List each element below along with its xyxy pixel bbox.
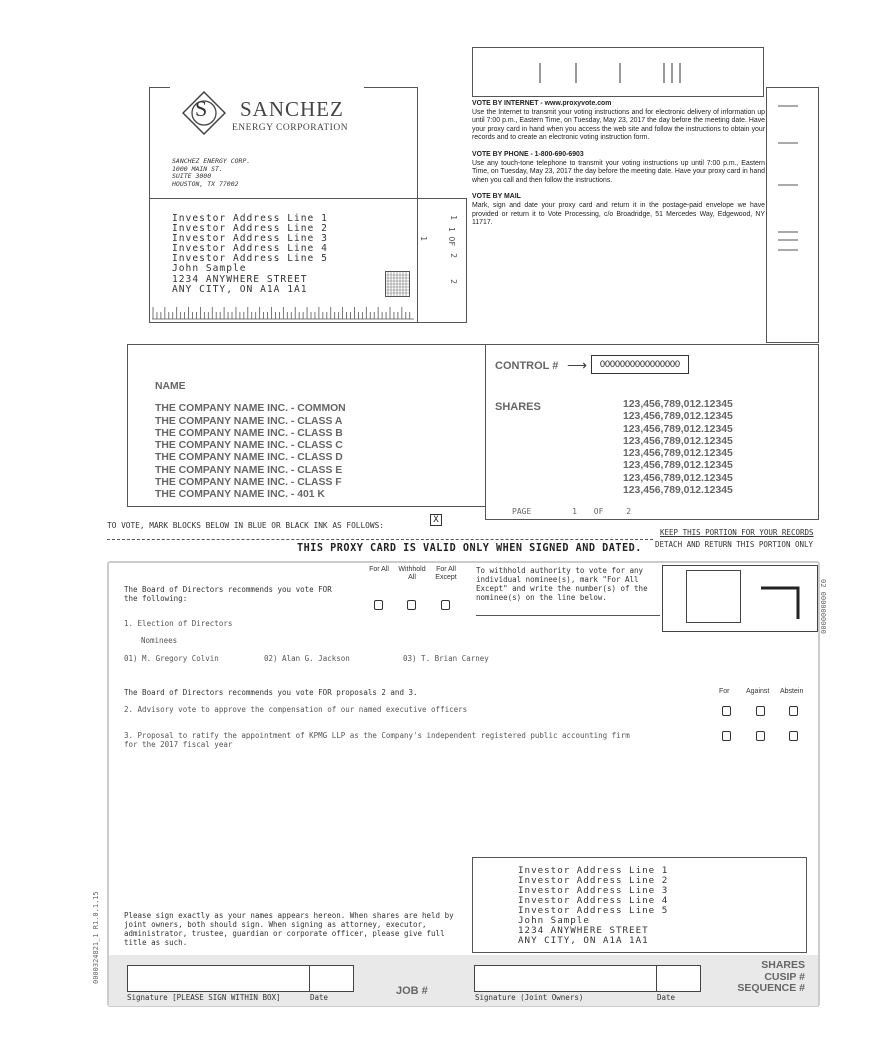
signature-box[interactable]: [127, 965, 310, 992]
share-value: 123,456,789,012.12345: [623, 399, 733, 410]
item3-abstain-checkbox[interactable]: [789, 731, 798, 741]
share-value: 123,456,789,012.12345: [623, 423, 733, 435]
name-header: NAME: [155, 381, 186, 392]
postal-barcode: [152, 306, 414, 320]
shares-ref-label: SHARES: [761, 959, 805, 971]
sequence-label: SEQUENCE #: [737, 982, 805, 994]
share-value: 123,456,789,012.12345: [623, 448, 733, 460]
address-line: 1000 MAIN ST.: [172, 164, 223, 173]
col-abstain: Abstein: [780, 688, 804, 695]
investor-line: Investor Address Line 3: [172, 233, 328, 245]
scan-box-inner: [686, 570, 741, 623]
investor-address: [172, 214, 328, 295]
corner-mark-icon: [760, 585, 802, 621]
share-value: 123,456,789,012.12345: [623, 435, 733, 447]
investor-line: Investor Address Line 2: [172, 223, 328, 235]
internet-title: VOTE BY INTERNET - www.proxyvote.com: [472, 100, 612, 107]
phone-title: VOTE BY PHONE - 1-800-690-6903: [472, 150, 584, 158]
sign-note: Please sign exactly as your names appears hereon. When shares are held by joint owners, both should sign. When signing as attorney, executor, administrator, trustee, guardian or corporate officer, please give full title as such.: [124, 911, 454, 947]
nominee: 03) T. Brian Carney: [403, 654, 489, 663]
shares-ref: [720, 960, 805, 995]
sheet-mark: 2: [448, 253, 458, 258]
sheet-mark: 2: [448, 279, 458, 284]
company-mail-address: [172, 158, 250, 188]
company-logo: [170, 87, 364, 156]
share-value: 123,456,789,012.12345: [623, 485, 733, 497]
page-indicator: [512, 507, 631, 516]
nominees-label: Nominees: [141, 636, 178, 645]
valid-notice: THIS PROXY CARD IS VALID ONLY WHEN SIGNED AND DATED.: [297, 543, 642, 554]
side-code: 02 0000000000: [819, 579, 827, 634]
company-name: SANCHEZ: [240, 97, 344, 121]
investor-line: John Sample: [172, 263, 247, 275]
share-value: 123,456,789,012.12345: [623, 460, 733, 472]
page-label: PAGE: [512, 507, 532, 516]
phone-body: Use any touch-tone telephone to transmit your voting instructions up until 7:00 p.m., Eastern Time, on Tuesday, May 23, 2017 the day before the meeting date. Have your proxy card in hand when you call and then follow the instructions.: [472, 159, 765, 184]
detach-line: [107, 539, 653, 540]
col-withhold-all: Withhold All: [398, 566, 426, 581]
investor-line: Investor Address Line 5: [518, 905, 669, 916]
item2-for-checkbox[interactable]: [722, 706, 731, 716]
sheet-mark: 1 OF: [447, 226, 457, 247]
control-arrow-icon: ⟶: [567, 357, 588, 373]
investor-line: Investor Address Line 4: [518, 895, 669, 906]
investor-line: 1234 ANYWHERE STREET: [172, 273, 308, 285]
mail-body: Mark, sign and date your proxy card and return it in the postage-paid envelope we have provided or return it to Vote Processing, c/o Broadridge, 51 Mercedes Way, Edgewood, NY 11717.: [472, 201, 765, 227]
for-all-checkbox[interactable]: [374, 600, 383, 610]
item-1: 1. Election of Directors: [124, 619, 233, 628]
page-of: OF: [593, 507, 604, 516]
control-number: 0000000000000000: [591, 355, 689, 374]
sheet-marks: [418, 213, 466, 293]
page-num: 1: [572, 507, 577, 516]
withhold-instructions: To withhold authority to vote for any individual nominee(s), mark "For All Except" and write the number(s) of the nominee(s) on the line below.: [476, 566, 648, 602]
shares-label: SHARES: [495, 401, 541, 413]
mail-title: VOTE BY MAIL: [472, 193, 521, 201]
date-label: Date: [310, 993, 329, 1002]
detach-portion: DETACH AND RETURN THIS PORTION ONLY: [655, 540, 814, 549]
for-all-except-checkbox[interactable]: [441, 600, 450, 610]
col-for-all: For All: [369, 566, 389, 573]
to-vote-instruction: TO VOTE, MARK BLOCKS BELOW IN BLUE OR BLACK INK AS FOLLOWS:: [107, 521, 384, 530]
holdings-names: [155, 381, 346, 502]
holding-name: THE COMPANY NAME INC. - CLASS D: [155, 452, 343, 464]
investor-address-bottom: [518, 866, 668, 946]
nominee: 02) Alan G. Jackson: [264, 654, 350, 663]
routing-barcode: [530, 60, 700, 86]
except-write-line[interactable]: [476, 615, 660, 616]
holding-name: THE COMPANY NAME INC. - CLASS F: [155, 477, 342, 489]
address-line: SANCHEZ ENERGY CORP.: [172, 157, 251, 165]
page-total: 2: [626, 507, 632, 516]
item3-for-checkbox[interactable]: [722, 731, 731, 741]
investor-line: Investor Address Line 5: [172, 253, 328, 265]
holding-name: THE COMPANY NAME INC. - CLASS C: [155, 440, 343, 452]
investor-line: John Sample: [518, 915, 590, 926]
keep-portion: KEEP THIS PORTION FOR YOUR RECORDS: [660, 528, 814, 537]
control-label: CONTROL #: [495, 360, 559, 372]
vote-methods: [472, 100, 765, 228]
holding-name: THE COMPANY NAME INC. - 401 K: [155, 489, 325, 501]
signature-label: Signature [PLEASE SIGN WITHIN BOX]: [127, 993, 281, 1002]
col-against: Against: [746, 688, 770, 695]
item-3: 3. Proposal to ratify the appointment of KPMG LLP as the Company's independent registered public accounting firm for the 2017 fiscal year: [124, 731, 630, 749]
job-label: JOB #: [396, 985, 428, 997]
item2-against-checkbox[interactable]: [756, 706, 765, 716]
address-line: HOUSTON, TX 77002: [172, 179, 239, 188]
holding-name: THE COMPANY NAME INC. - CLASS E: [155, 464, 343, 476]
date-box[interactable]: [309, 965, 354, 992]
col-for-all-except: For All Except: [435, 566, 457, 581]
holding-name: THE COMPANY NAME INC. - COMMON: [155, 403, 346, 415]
cusip-label: CUSIP #: [764, 970, 805, 983]
share-values: [623, 399, 733, 497]
col-for: For: [719, 688, 730, 695]
joint-date-label: Date: [657, 993, 676, 1002]
investor-line: Investor Address Line 4: [172, 243, 328, 255]
logo-letter: S: [195, 96, 208, 121]
nominee: 01) M. Gregory Colvin: [124, 654, 219, 663]
sheet-mark: 1: [448, 215, 458, 220]
item-2: 2. Advisory vote to approve the compensation of our named executive officers: [124, 705, 468, 714]
joint-signature-box[interactable]: [474, 965, 657, 992]
address-line: SUITE 3000: [172, 172, 212, 180]
investor-line: ANY CITY, ON A1A 1A1: [518, 935, 649, 946]
sheet-mark: 1: [418, 236, 428, 241]
joint-signature-label: Signature (Joint Owners): [475, 993, 584, 1002]
investor-line: Investor Address Line 1: [518, 865, 669, 876]
item2-abstain-checkbox[interactable]: [789, 706, 798, 716]
left-code: 0000324821_1 R1.0.1.15: [92, 891, 100, 984]
holding-name: THE COMPANY NAME INC. - CLASS B: [155, 427, 343, 439]
edge-marks: [776, 100, 802, 260]
share-value: 123,456,789,012.12345: [623, 472, 733, 484]
rec-props-text: The Board of Directors recommends you vote FOR proposals 2 and 3.: [124, 688, 418, 697]
investor-line: ANY CITY, ON A1A 1A1: [172, 283, 308, 295]
joint-date-box[interactable]: [656, 965, 701, 992]
rec-for-text: The Board of Directors recommends you vote FOR the following:: [124, 585, 332, 603]
investor-line: Investor Address Line 1: [172, 213, 328, 224]
withhold-all-checkbox[interactable]: [407, 600, 416, 610]
internet-body: Use the Internet to transmit your voting instructions and for electronic delivery of information up until 7:00 p.m., Eastern Time, on Tuesday, May 23, 2017 the day before the meeting date. Have your proxy card in hand when you access the web site and follow the instructions to obtain your records and to create an electronic voting instruction form.: [472, 108, 765, 142]
holding-name: THE COMPANY NAME INC. - CLASS A: [155, 415, 343, 427]
investor-line: 1234 ANYWHERE STREET: [518, 925, 649, 936]
barcode-grid-icon: [385, 271, 410, 297]
x-mark-sample: X: [430, 514, 442, 526]
company-subname: ENERGY CORPORATION: [232, 123, 349, 133]
investor-line: Investor Address Line 3: [518, 885, 669, 896]
item3-against-checkbox[interactable]: [756, 731, 765, 741]
investor-line: Investor Address Line 2: [518, 875, 669, 886]
share-value: 123,456,789,012.12345: [623, 411, 733, 423]
